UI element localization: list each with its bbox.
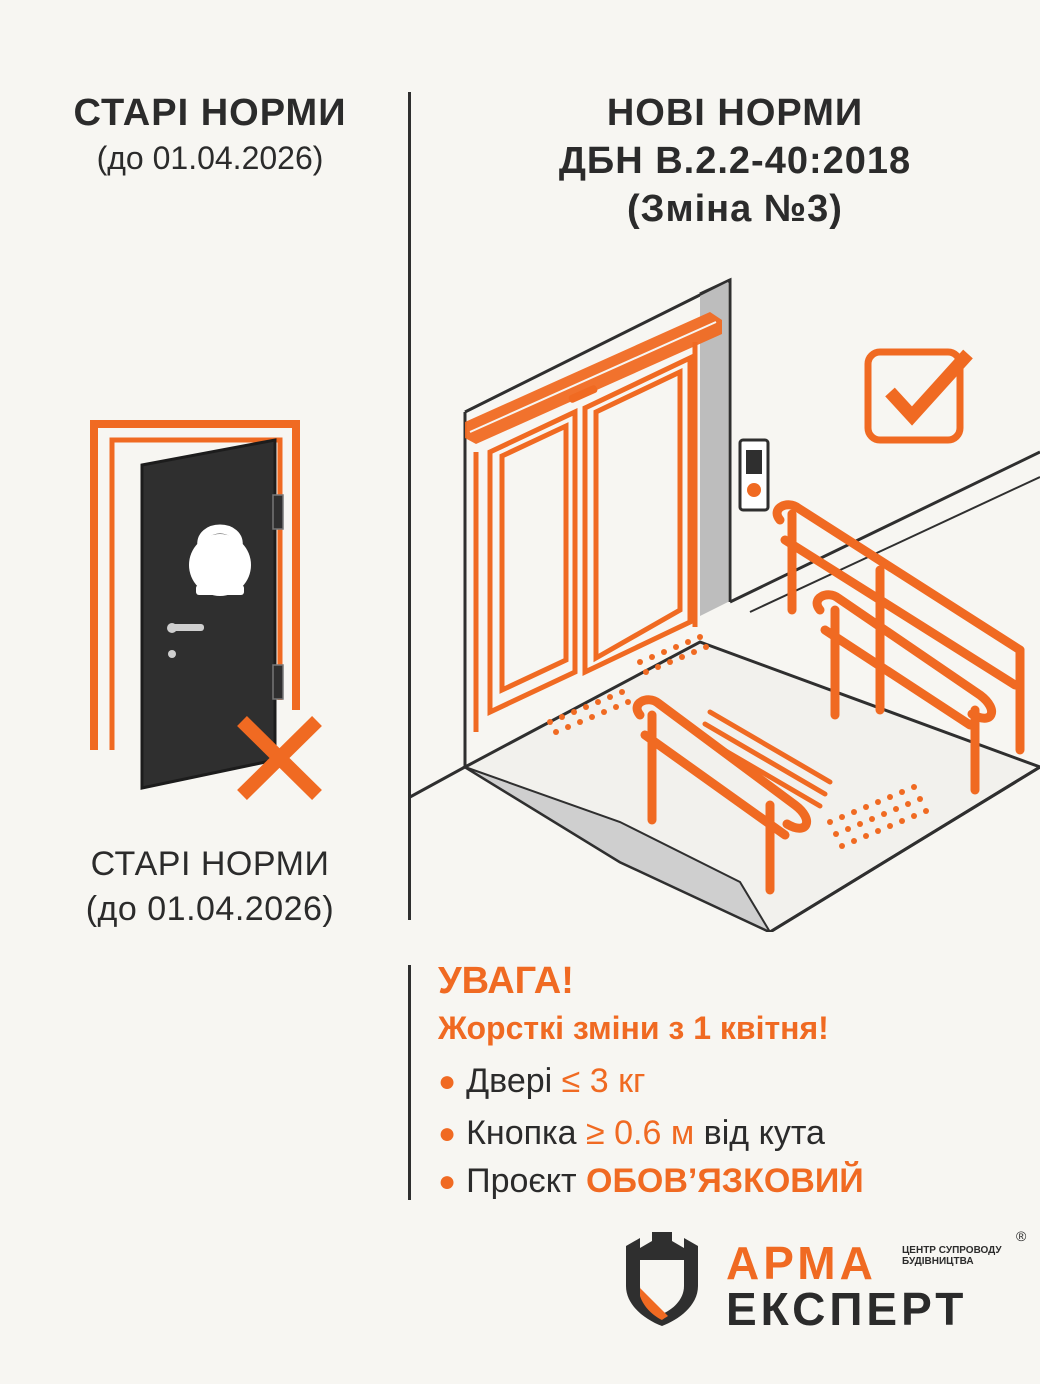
handrail-icon xyxy=(620,500,1040,900)
bullet-highlight: ≥ 0.6 м xyxy=(586,1114,695,1152)
bullet-text: Кнопка xyxy=(466,1114,577,1152)
shield-logo-icon xyxy=(618,1228,706,1328)
notice-subheading: Жорсткі зміни з 1 квітня! xyxy=(438,1010,829,1046)
kettlebell-icon xyxy=(180,505,260,600)
vertical-divider-bottom xyxy=(408,965,411,1200)
right-title-line2: ДБН В.2.2-40:2018 xyxy=(558,140,912,182)
notice-heading: УВАГА! xyxy=(438,960,574,1002)
bullet-text: Двері xyxy=(466,1062,553,1100)
bullet-highlight: ≤ 3 кг xyxy=(561,1062,646,1100)
left-caption-line2: (до 01.04.2026) xyxy=(85,890,335,928)
right-title-line3: (Зміна №3) xyxy=(627,188,843,230)
logo-word2: ЕКСПЕРТ xyxy=(726,1283,968,1335)
right-title-line1: НОВІ НОРМИ xyxy=(606,92,864,134)
bullet-door xyxy=(438,1062,645,1101)
cross-icon xyxy=(232,713,327,803)
left-caption-line1: СТАРІ НОРМИ xyxy=(90,845,330,883)
bullet-suffix: від кута xyxy=(703,1114,825,1152)
logo-tagline-line2: БУДІВНИЦТВА xyxy=(902,1256,974,1267)
logo-tagline-line1: ЦЕНТР СУПРОВОДУ xyxy=(902,1245,1002,1256)
left-subtitle: (до 01.04.2026) xyxy=(96,140,324,176)
bullet-dot-icon: ● xyxy=(438,1116,457,1150)
bullet-dot-icon: ● xyxy=(438,1064,457,1098)
bullet-text: Проєкт xyxy=(466,1162,577,1200)
bullet-project xyxy=(438,1162,864,1201)
bullet-highlight: ОБОВ’ЯЗКОВИЙ xyxy=(586,1162,864,1200)
logo-word1: АРМА xyxy=(726,1237,877,1289)
left-title: СТАРІ НОРМИ xyxy=(73,92,347,134)
bullet-button xyxy=(438,1114,825,1153)
bullet-dot-icon: ● xyxy=(438,1164,457,1198)
logo-registered: ® xyxy=(1016,1228,1027,1244)
